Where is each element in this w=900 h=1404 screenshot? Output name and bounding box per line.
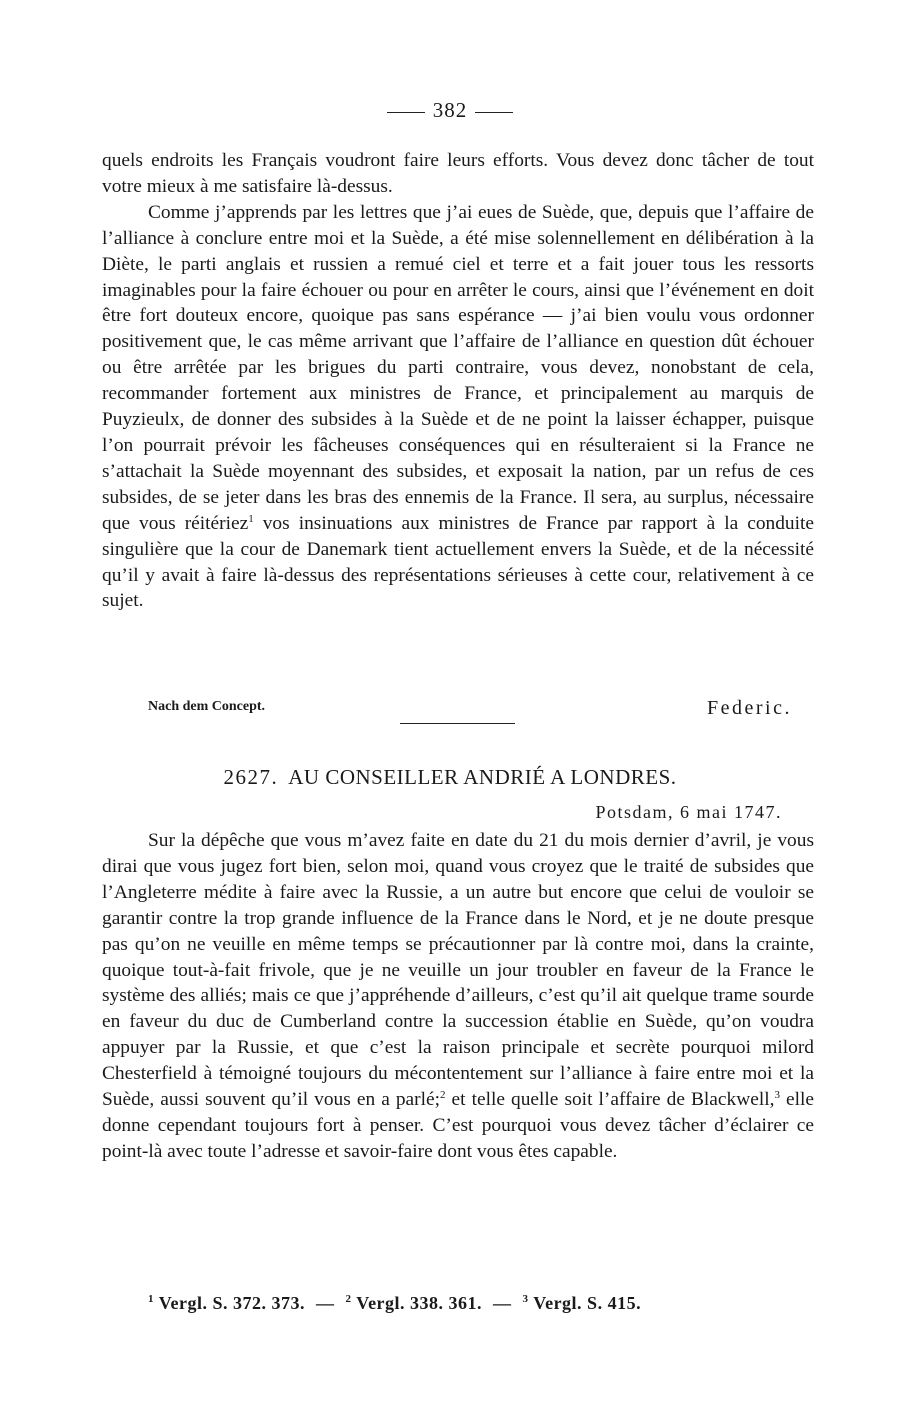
paragraph-text: Comme j’apprends par les lettres que j’ai eues de Suède, que, depuis que l’affaire de l’alliance à conclure entre moi et la Suède, a été mise solennellement en délibération à la Diète, le parti anglais et russien a remué ciel et terre et a fait jouer tous les ressorts imaginables pour la faire échouer ou pour en arrêter le cours, ainsi que l’événement en doit être fort douteux encore, quoique pas sans espérance — j’ai bien voulu vous ordonner positivement que, le cas même arrivant que l’affaire de l’alliance en question dût échouer ou être arrêtée par les brigues du parti contraire, vous devez, nonobstant de cela, recommander fortement aux ministres de France, et principalement au marquis de Puyzieulx, de donner des subsides à la Suède et de ne point la laisser échapper, puisque l’on pourrait prévoir les fâcheuses conséquences qui en résulteraient si la France ne s’attachait la Suède moyennant des subsides, et exposait la nation, par un refus de ces subsides, de se jeter dans les bras des ennemis de la France. Il sera, au surplus, nécessaire que vous réitériez bbox=[102, 201, 814, 534]
letter-title: AU CONSEILLER ANDRIÉ A LONDRES. bbox=[288, 765, 677, 789]
footnote-text-2: Vergl. 338. 361. bbox=[356, 1293, 483, 1313]
footnote-mark-3: 3 bbox=[522, 1293, 529, 1305]
header-dash-left bbox=[387, 112, 425, 113]
paragraph-text-mid: et telle quelle soit l’affaire de Blackwell, bbox=[445, 1089, 775, 1111]
footnote-separator: — bbox=[316, 1293, 335, 1313]
footnote-mark-2: 2 bbox=[345, 1293, 352, 1305]
page-number: 382 bbox=[432, 98, 468, 122]
footnote-ref-1: 1 bbox=[248, 512, 254, 525]
letter-heading bbox=[0, 765, 900, 790]
footnote-ref-3: 3 bbox=[774, 1089, 780, 1102]
header-dash-right bbox=[475, 112, 513, 113]
footnote-separator: — bbox=[493, 1293, 512, 1313]
paragraph-continued: quels endroits les Français voudront faire leurs efforts. Vous devez donc tâcher de tout votre mieux à me satisfaire là-dessus. bbox=[102, 150, 814, 197]
source-signature-row bbox=[148, 697, 792, 723]
section-divider bbox=[400, 723, 515, 724]
paragraph-text-end: vos insinuations aux ministres de France par rapport à la conduite singulière que la cour de Danemark tient actuellement envers la Suède, et de la nécessité qu’il y avait à faire là-dessus des représentations sérieuses à cette cour, relativement à ce sujet. bbox=[102, 512, 814, 612]
letter-number: 2627. bbox=[223, 765, 279, 789]
continued-letter-text bbox=[102, 148, 814, 614]
paragraph-text: Sur la dépêche que vous m’avez faite en date du 21 du mois dernier d’avril, je vous dirai que vous jugez fort bien, selon moi, quand vous croyez que le traité de subsides que l’Angleterre médite à faire avec la Russie, a un autre but encore que celui de vouloir se garantir contre la trop grande influence de la France dans le Nord, et je ne doute presque pas qu’on ne veuille en même temps se précautionner par là contre moi, dans la crainte, quoique tout-à-fait frivole, que je ne veuille un jour troubler en faveur de la France le système des alliés; mais ce que j’appréhende d’ailleurs, c’est qu’il ait quelque trame sourde en faveur du duc de Cumberland contre la succession établie en Suède, qu’on voudra appuyer par la Russie, et que c’est la raison principale et secrète pourquoi milord Chesterfield à témoigné toujours du mécontentement sur l’alliance à faire entre moi et la Suède, aussi souvent qu’il vous en a parlé; bbox=[102, 830, 814, 1111]
paragraph-sur bbox=[102, 828, 814, 1165]
signature: Federic. bbox=[707, 697, 792, 719]
paragraph-text-end: elle donne cependant toujours fort à penser. C’est pourquoi vous devez tâcher d’éclairer ce point-là avec toute l’adresse et savoir-faire dont vous êtes capable. bbox=[102, 1089, 814, 1162]
page-header bbox=[0, 98, 900, 123]
footnote-text-1: Vergl. S. 372. 373. bbox=[158, 1293, 306, 1313]
footnotes bbox=[148, 1293, 798, 1314]
footnote-ref-2: 2 bbox=[440, 1089, 446, 1102]
footnote-text-3: Vergl. S. 415. bbox=[533, 1293, 642, 1313]
paragraph-comme bbox=[102, 200, 814, 615]
letter-body bbox=[102, 828, 814, 1165]
source-note: Nach dem Concept. bbox=[148, 699, 266, 714]
footnote-mark-1: 1 bbox=[148, 1293, 154, 1305]
place-date: Potsdam, 6 mai 1747. bbox=[595, 802, 782, 822]
